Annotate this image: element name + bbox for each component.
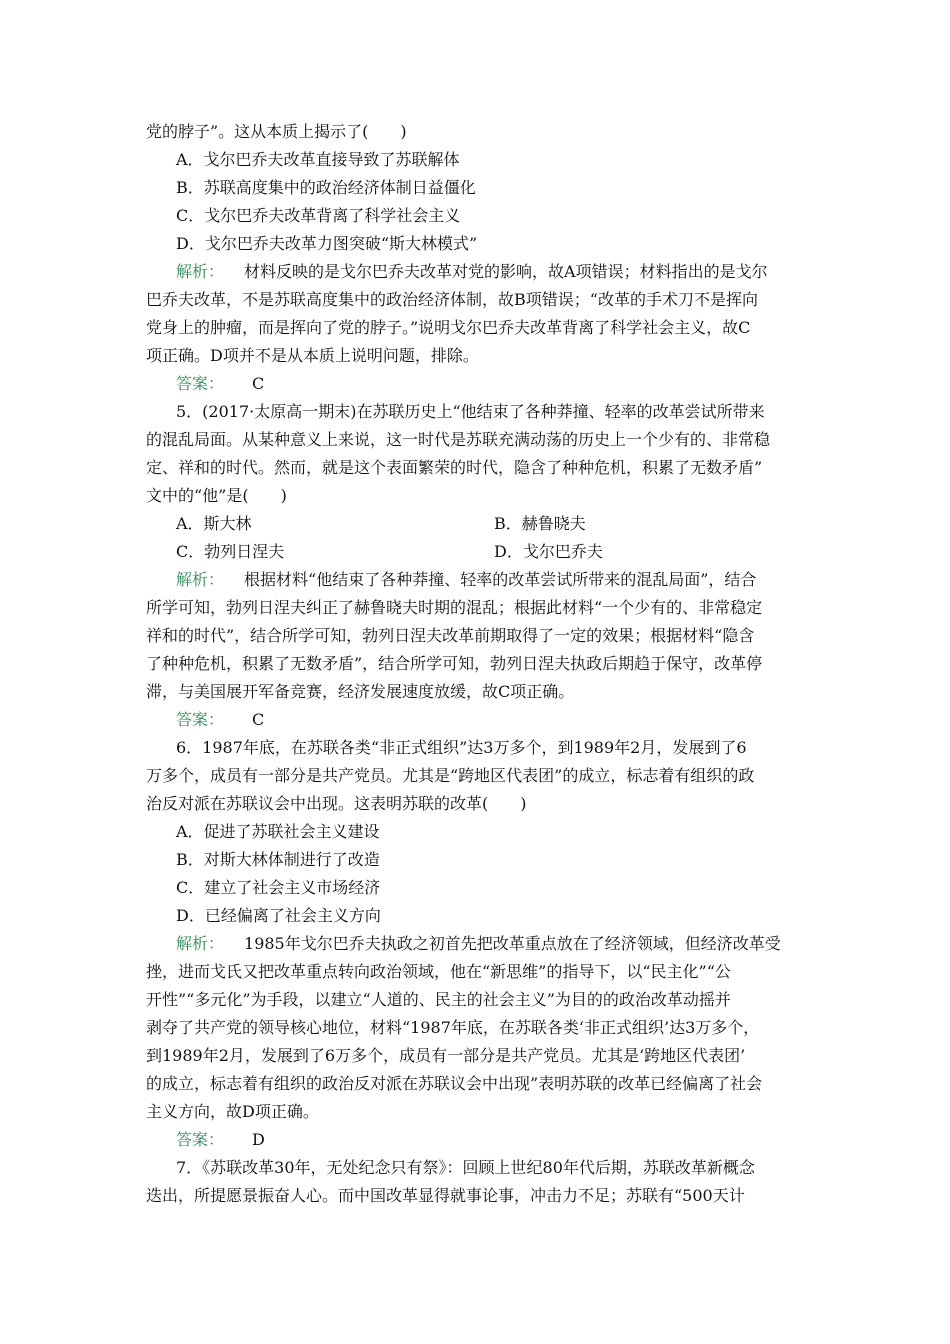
q6-analysis-text-1: 1985年戈尔巴乔夫执政之初首先把改革重点放在了经济领域，但经济改革受: [244, 934, 781, 953]
q6-stem-line-2: 万多个，成员有一部分是共产党员。尤其是“跨地区代表团”的成立，标志着有组织的政: [146, 766, 755, 785]
q6-option-a: A．促进了苏联社会主义建设: [176, 822, 380, 841]
q5-analysis-line-2: 所学可知，勃列日涅夫纠正了赫鲁晓夫时期的混乱；根据此材料“一个少有的、非常稳定: [146, 598, 763, 617]
document-content: [146, 118, 812, 1210]
q6-answer-label: 答案：: [176, 1130, 225, 1149]
q6-answer-value: D: [252, 1130, 265, 1149]
q6-stem-line-3: 治反对派在苏联议会中出现。这表明苏联的改革( ): [146, 794, 527, 813]
q5-options-row-1: [146, 510, 812, 538]
q4-analysis-line-2: 巴乔夫改革，不是苏联高度集中的政治经济体制，故B项错误；“改革的手术刀不是挥向: [146, 290, 758, 309]
q5-analysis-line-3: 祥和的时代”，结合所学可知，勃列日涅夫改革前期取得了一定的效果；根据材料“隐含: [146, 626, 755, 645]
q4-stem-tail: 党的脖子”。这从本质上揭示了( ): [146, 122, 407, 141]
q4-answer-value: C: [252, 374, 265, 393]
q4-analysis-line-1: [146, 258, 812, 286]
q7-stem-line-2: 迭出，所提愿景振奋人心。而中国改革显得就事论事，冲击力不足；苏联有“500天计: [146, 1186, 745, 1205]
q4-option-b: B．苏联高度集中的政治经济体制日益僵化: [176, 178, 476, 197]
q5-analysis-text-1: 根据材料“他结束了各种莽撞、轻率的改革尝试所带来的混乱局面”，结合: [244, 570, 757, 589]
q5-option-d: D．戈尔巴乔夫: [494, 542, 603, 561]
q4-answer-label: 答案：: [176, 374, 225, 393]
q6-option-c: C．建立了社会主义市场经济: [176, 878, 381, 897]
q7-stem-line-1: 7．《苏联改革30年，无处纪念只有祭》：回顾上世纪80年代后期，苏联改革新概念: [176, 1158, 755, 1177]
q4-option-c: C．戈尔巴乔夫改革背离了科学社会主义: [176, 206, 461, 225]
q4-analysis-line-3: 党身上的肿瘤，而是挥向了党的脖子。”说明戈尔巴乔夫改革背离了科学社会主义，故C: [146, 318, 751, 337]
q5-analysis-line-5: 滞，与美国展开军备竞赛，经济发展速度放缓，故C项正确。: [146, 682, 575, 701]
q6-analysis-line-1: [146, 930, 812, 958]
q4-analysis-text-1: 材料反映的是戈尔巴乔夫改革对党的影响，故A项错误；材料指出的是戈尔: [244, 262, 768, 281]
q4-option-a: A．戈尔巴乔夫改革直接导致了苏联解体: [176, 150, 460, 169]
q4-analysis-label: 解析：: [176, 262, 225, 281]
q6-analysis-line-6: 的成立，标志着有组织的政治反对派在苏联议会中出现”表明苏联的改革已经偏离了社会: [146, 1074, 763, 1093]
q5-stem-line-4: 文中的“他”是( ): [146, 486, 287, 505]
q4-option-d: D．戈尔巴乔夫改革力图突破“斯大林模式”: [176, 234, 478, 253]
q5-answer-value: C: [252, 710, 265, 729]
q6-stem-line-1: 6．1987年底，在苏联各类“非正式组织”达3万多个，到1989年2月，发展到了6: [176, 738, 747, 757]
q5-option-a: A．斯大林: [176, 514, 252, 533]
q6-analysis-label: 解析：: [176, 934, 225, 953]
q6-analysis-line-7: 主义方向，故D项正确。: [146, 1102, 319, 1121]
q5-stem-line-2: 的混乱局面。从某种意义上来说，这一时代是苏联充满动荡的历史上一个少有的、非常稳: [146, 430, 771, 449]
q6-analysis-line-3: 开性”“多元化”为手段，以建立“人道的、民主的社会主义”为目的的政治改革动摇并: [146, 990, 731, 1009]
q5-analysis-label: 解析：: [176, 570, 225, 589]
q6-option-d: D．已经偏离了社会主义方向: [176, 906, 381, 925]
q5-analysis-line-1: [146, 566, 812, 594]
q5-answer-label: 答案：: [176, 710, 225, 729]
q5-analysis-line-4: 了种种危机，积累了无数矛盾”，结合所学可知，勃列日涅夫执政后期趋于保守，改革停: [146, 654, 763, 673]
q5-stem-line-1: 5．(2017·太原高一期末)在苏联历史上“他结束了各种莽撞、轻率的改革尝试所带来: [176, 402, 765, 421]
q6-option-b: B．对斯大林体制进行了改造: [176, 850, 380, 869]
q6-analysis-line-4: 剥夺了共产党的领导核心地位，材料“1987年底，在苏联各类‘非正式组织’达3万多个，: [146, 1018, 760, 1037]
q6-answer: [146, 1126, 812, 1154]
q5-option-b: B．赫鲁晓夫: [494, 514, 586, 533]
q6-analysis-line-5: 到1989年2月，发展到了6万多个，成员有一部分是共产党员。尤其是‘跨地区代表团’: [146, 1046, 746, 1065]
q5-option-c: C．勃列日涅夫: [176, 542, 285, 561]
q5-stem-line-3: 定、祥和的时代。然而，就是这个表面繁荣的时代，隐含了种种危机，积累了无数矛盾”: [146, 458, 763, 477]
q5-options-row-2: [146, 538, 812, 566]
q4-answer: [146, 370, 812, 398]
q4-analysis-line-4: 项正确。D项并不是从本质上说明问题，排除。: [146, 346, 479, 365]
q5-answer: [146, 706, 812, 734]
q6-analysis-line-2: 挫，进而戈氏又把改革重点转向政治领域，他在“新思维”的指导下，以“民主化”“公: [146, 962, 731, 981]
